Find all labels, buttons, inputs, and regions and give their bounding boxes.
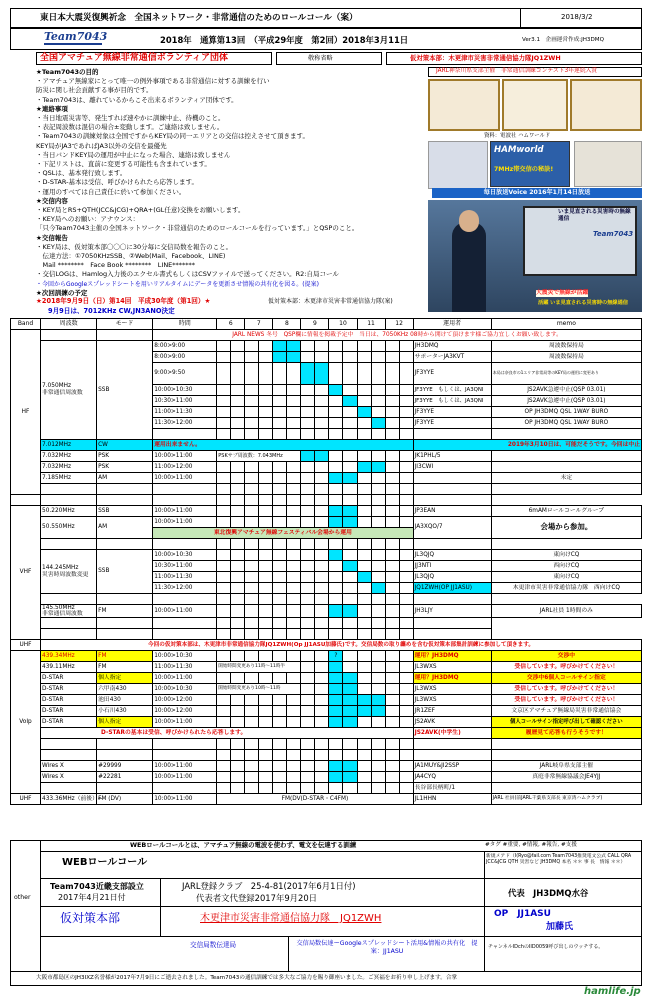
intro-line: KEY局がJA3であればJA3以外の交信を最優先 <box>36 141 167 150</box>
freq-cell <box>41 550 97 594</box>
op-cell: JL3WXS <box>413 684 491 695</box>
op-cell: JA4CYQ <box>413 772 491 783</box>
time-cell: 10:30>11:00 <box>153 561 217 572</box>
memo-cell: JS2AVK急遽中止(QSP 03.01) <box>491 385 641 396</box>
web-right: 新規メアド（I(Ryo@fail.com Team7043推奨電文公式 CALL QRA JCC&JCG QTH 災害など JH3DMQ 本名 ＊＊ 事 長 情報 ＊＊） <box>486 854 632 865</box>
time-cell: 10:00>11:00 <box>153 673 217 684</box>
op-cell: JS2AVK <box>413 717 491 728</box>
time-cell: 11:30>12:00 <box>153 418 217 429</box>
time-cell: 10:00>11:00 <box>153 506 217 517</box>
freq-cell: 7.185MHz <box>41 473 97 484</box>
table-row <box>11 673 642 684</box>
mode-cell: FM <box>97 605 153 618</box>
memo-cell: 受信しています。呼びかけてください！ <box>491 684 641 695</box>
mode-cell: PSK <box>97 462 153 473</box>
intro-line: ・KEY局へのお願い：アナウンス： <box>36 215 140 224</box>
mode-cell: AM <box>97 473 153 484</box>
web-note: WEBロールコールとは、アマチュア無線の電波を使わず、電文を伝達する訓練 <box>130 841 357 849</box>
op-cell: JF3YYE もしくは、JA3QNI <box>413 396 491 407</box>
freq-cell: D-STAR <box>41 717 97 728</box>
jarl-news: JARL NEWS 冬号 QSP欄に情報を掲載予定中 当日は、7050KHz 08時から開けて頂けます様ご協力宜しくお願い致します。 <box>153 330 642 341</box>
header-title: 東日本大震災復興祈念 全国ネットワーク・非常通信のためのロールコール（案） <box>40 13 358 23</box>
representative: 代表 JH3DMQ水谷 <box>508 888 589 898</box>
time-cell: 10:00>10:30 <box>153 550 217 561</box>
next-right: 仮対策本部：木更津市災害非常通信協力隊(案) <box>268 298 393 305</box>
magazine-sub: 7MHz帯交信の秘訣! <box>494 166 554 174</box>
op-cell: JF3YYE <box>413 363 491 385</box>
cw-memo: 2019年3月10日は、可能だそうです。今回は中止 <box>413 440 641 451</box>
table-row <box>11 484 642 495</box>
tv-logo: Team7043 <box>593 230 634 238</box>
freq-desc: 非常通信周波数 <box>42 611 83 617</box>
certificate-image <box>502 79 568 131</box>
freq-cell: 439.34MHz <box>41 651 97 662</box>
table-row <box>11 517 642 528</box>
intro-line: ・Team7043の訓練対象は全国ですからKEY局の同一エリアとの交信は控えさせて頂きます。 <box>36 132 310 141</box>
op-cell: サポーターJA3KVT <box>413 352 491 363</box>
col-hour: 6 <box>217 319 245 330</box>
table-row <box>11 605 642 618</box>
cw-note: 運用出来ません。 <box>153 440 413 451</box>
table-row <box>11 629 642 640</box>
time-cell: 8:00>9:00 <box>153 352 217 363</box>
op-cell: JH3DMQ <box>413 341 491 352</box>
intro-line: 伝達方法：①7050KHzSSB、②Web(Mail、Facebook、LINE) <box>36 252 226 261</box>
tv-bottom2: 活躍 いま見直される災害時の無線通信 <box>538 300 628 306</box>
freq-value: 145.50MHz <box>42 605 75 611</box>
intro-line: ・Team7043は、離れているからこそ出来るボランティア団体です。 <box>36 95 238 104</box>
voice-label-text: 毎日放送Voice 2016年1月14日放送 <box>483 189 591 196</box>
op-cell: JH3LJY <box>413 605 491 618</box>
org-name: 全国アマチュア無線非常通信ボランティア団体 <box>40 53 229 63</box>
memo-cell: OP JH3DMQ QSL 1WAY BURO <box>491 407 641 418</box>
memo-cell: OP JH3DMQ QSL 1WAY BURO <box>491 418 641 429</box>
memo-cell: 東向けCQ <box>491 550 641 561</box>
band-hf: HF <box>11 330 41 495</box>
time-cell: 11:00>11:30 <box>153 407 217 418</box>
memo-cell: JARL 社員(前JARL千葉県支部長 東京湾ハムクラブ) <box>491 794 641 805</box>
freq-desc: 災害時周波数変更 <box>42 571 89 578</box>
freq-desc: 非常通信周波数 <box>42 390 83 396</box>
table-row <box>11 684 642 695</box>
freq-value: 144.245MHz <box>42 564 79 571</box>
psk-note: PSKサブ周波数：7.043MHz <box>217 451 301 462</box>
col-hour: 10 <box>329 319 357 330</box>
freq-value: 7.050MHz <box>42 383 72 390</box>
table-row <box>11 330 642 341</box>
op-cell: JF3YYE <box>413 418 491 429</box>
freq-cell <box>41 605 97 618</box>
intro-line: ・交信LOGは、Hamlog入力後のエクセル書式もしくはCSVファイルで送ってください。R2:自局コール <box>36 270 339 279</box>
mode-cell: SSB <box>97 550 153 594</box>
table-row <box>11 750 642 761</box>
memo-cell: 木更津市災害非常通信協力隊 西向けCQ <box>491 583 641 594</box>
intro-line: ★交信報告 <box>36 233 68 242</box>
op-cell: JQ1ZWH(OP JJ1ASU) <box>413 583 491 594</box>
table-row <box>11 794 642 805</box>
hq-title: 仮対策本部 <box>60 911 121 925</box>
time-cell: 10:00>10:30 <box>153 385 217 396</box>
op-cell: JK1PHL/5 <box>413 451 491 462</box>
intro-line: 防災に関し社会貢献する事が目的です。 <box>36 86 153 95</box>
freq-cell: 50.550MHz <box>41 517 97 539</box>
intro-line: ・運用のすべては自己責任に於いて参加ください。 <box>36 187 186 196</box>
memo-cell: 受信しています。呼びかけてください！ <box>491 695 641 706</box>
tv-presenter-head <box>459 210 479 232</box>
freq-cell: 50.220MHz <box>41 506 97 517</box>
op-cell: JF3YYE <box>413 407 491 418</box>
op-cell: JL3QJQ <box>413 572 491 583</box>
time-cell: 9:00>9:50 <box>153 363 217 385</box>
team-logo-text: Team7043 <box>44 30 108 43</box>
web-tags: #タグ #重要, #情報, #報告, #支援 <box>485 842 577 848</box>
memo-cell: 履歴見て応答も行うそうです！ <box>491 728 641 739</box>
freq-cell: 7.032MHz <box>41 451 97 462</box>
magazine-cover <box>490 141 570 187</box>
table-row <box>11 451 642 462</box>
other-label: other <box>14 894 31 901</box>
time-cell: 10:00>11:00 <box>153 772 217 783</box>
intro-line: ・当日バンドKEY局の運用が中止になった場合、連絡は致しません <box>36 150 231 159</box>
tv-presenter <box>452 222 486 312</box>
time-note: 開始時間変更あり10時〜11時 <box>217 684 301 695</box>
time-cell: 10:00>11:00 <box>153 473 217 484</box>
mode-cell: 小石川430 <box>97 706 153 717</box>
col-hour: 8 <box>273 319 301 330</box>
relay-label: 交信局数伝達局 <box>190 941 237 949</box>
col-freq: 周波数 <box>41 319 97 330</box>
band-uhf: UHF <box>11 640 41 651</box>
hq-label: 仮対策本部：木更津市災害非常通信協力隊JQ1ZWH <box>410 54 561 62</box>
memo-note: 本局は奈良市の1エリア非常局等のKEY局の運用に変更あり <box>491 363 641 385</box>
voice-label <box>432 188 642 198</box>
relay-note: 交信局数伝達ーGoogleスプレッドシート活用&情報の共有化 提案：JJ1ASU <box>296 940 478 955</box>
col-hour: 7 <box>245 319 273 330</box>
col-op: 運用者 <box>413 319 491 330</box>
table-row <box>11 539 642 550</box>
table-row <box>11 706 642 717</box>
memo-cell: 6mAMロールコールグループ <box>491 506 641 517</box>
memo-cell: 東向けCQ <box>491 572 641 583</box>
tv-caption: いま見直される災害時の無線通信 <box>558 209 631 222</box>
memo-cell: 交渉中6個人コールサイン指定 <box>491 673 641 684</box>
col-memo: memo <box>491 319 641 330</box>
jarl-club: JARL登録クラブ 25-4-81(2017年6月1日付) <box>182 881 356 891</box>
intro-line: ・KEY局は、仮対策本部〇〇〇に30分毎に交信局数を報告のこと。 <box>36 242 233 251</box>
watermark: hamlife.jp <box>584 986 641 997</box>
logo-underline <box>44 43 102 45</box>
time-cell: 10:00>10:30 <box>153 651 217 662</box>
intro-line: Mail ******** Face Book ******** LINE******* <box>36 261 196 270</box>
col-hour: 9 <box>301 319 329 330</box>
op-cell: JL3WXS <box>413 662 491 673</box>
table-row <box>11 695 642 706</box>
freq-cell: 7.032MHz <box>41 462 97 473</box>
band-voip: VoIp <box>11 651 41 794</box>
freq-cell <box>41 341 97 440</box>
time-cell: 10:00>11:00 <box>153 605 217 618</box>
next-freq: 9月9日は、7012KHz CW,JN3ANO決定 <box>48 307 175 315</box>
magazine-page <box>428 141 488 189</box>
magazine-title: HAMworld <box>494 145 544 155</box>
table-row <box>11 739 642 750</box>
mode-cell: #22281 <box>97 772 153 783</box>
mode-cell: 池田430 <box>97 695 153 706</box>
time-cell: 8:00>9:00 <box>153 341 217 352</box>
time-cell: 10:00>10:30 <box>153 684 217 695</box>
op-cell: JS2AVK(中学生) <box>413 728 491 739</box>
time-cell: 11:00>11:30 <box>153 662 217 673</box>
memo-cell: 未定 <box>491 473 641 484</box>
hq-name: 木更津市災害非常通信協力隊 JQ1ZWH <box>200 913 382 924</box>
time-cell: 10:00>11:00 <box>153 517 217 528</box>
memo-cell: 真庭非常無線協議会JE4YJJ <box>491 772 641 783</box>
table-row <box>11 662 642 673</box>
intro-line: ・当日地震災害等、発生すれば速やかに訓練中止、待機のこと。 <box>36 114 225 123</box>
header-date: 2018/3/2 <box>561 13 593 21</box>
mode-cell: 個人指定 <box>97 673 153 684</box>
col-time: 時間 <box>153 319 217 330</box>
band-uhf2: UHF <box>11 794 41 805</box>
freq-cell: D-STAR <box>41 673 97 684</box>
cert-title: JARL神奈川県支部主催 非常通信訓練コンテスト3年連続入賞 <box>436 68 598 74</box>
intro-line: ・表記周波数は混信の場合±変動します。ご連絡は致しません。 <box>36 123 224 132</box>
memo-cell: JARL岐阜県支部主催 <box>491 761 641 772</box>
op-name: 加藤氏 <box>546 922 574 932</box>
op-cell: JA3XQO/7 <box>413 517 491 539</box>
op-cell: JL3WXS <box>413 695 491 706</box>
freq-cell: Wires X <box>41 772 97 783</box>
schedule-table <box>10 318 642 805</box>
mode-cell: 個人指定 <box>97 717 153 728</box>
intro-line: ★連絡事項 <box>36 104 68 113</box>
source-note: 資料：電波社 ハムワールド <box>484 133 551 139</box>
col-band: Band <box>11 319 41 330</box>
op-cell: JJ3NTI <box>413 561 491 572</box>
time-cell: 11:00>11:30 <box>153 572 217 583</box>
op-cell: 運用？JH3DMQ <box>413 651 491 662</box>
memo-cell: 文京区アマチュア無線局災害非常通信協会 <box>491 706 641 717</box>
intro-line: ・KEY局とRS+QTH(JCC&JCG)+QRA+(GL任意)交換をお願いします。 <box>36 206 245 215</box>
rep-doc: 代表者文代登録2017年9月20日 <box>196 893 318 903</box>
band-vhf: VHF <box>11 506 41 640</box>
table-row <box>11 728 642 739</box>
intro-line: ・下記リストは、直前に変更する可能性も含まれています。 <box>36 160 211 169</box>
table-row <box>11 506 642 517</box>
dv-note: FM(DV(D-STAR・C4FM) <box>217 794 413 805</box>
time-cell: 10:00>12:00 <box>153 695 217 706</box>
time-cell: 11:30>12:00 <box>153 583 217 594</box>
op-cell: 運用？JH3DMQ <box>413 673 491 684</box>
time-cell: 11:00>12:00 <box>153 462 217 473</box>
time-cell: 10:00>11:00 <box>153 794 217 805</box>
table-row <box>11 495 642 506</box>
mode-cell: PSK <box>97 451 153 462</box>
memo-cell: JS2AVK急遽中止(QSP 03.01) <box>491 396 641 407</box>
intro-line: ★次回訓練の予定 <box>36 288 88 297</box>
honorific: 敬称省略 <box>308 55 333 62</box>
op-cell: JP3EAN <box>413 506 491 517</box>
time-cell: 10:00>12:00 <box>153 706 217 717</box>
intro-text <box>36 68 426 298</box>
freq-cell: 433.36MHz（前後）← <box>41 794 97 805</box>
time-cell: 10:00>11:00 <box>153 761 217 772</box>
op-cell: JF3YYE もしくは、JA3QNI <box>413 385 491 396</box>
memo-cell: 周波数保持局 <box>491 352 641 363</box>
table-row <box>11 651 642 662</box>
memo-cell: 周波数保持局 <box>491 341 641 352</box>
table-row <box>11 440 642 451</box>
fest-note: 東北復興アマチュア無線フェスティバル会場から運用 <box>153 528 413 539</box>
op-cell: JA1MUY&JI2SSP <box>413 761 491 772</box>
freq-cell: 7.012MHz <box>41 440 97 451</box>
time-cell: 10:30>11:00 <box>153 396 217 407</box>
memo-cell: JARL社員 1時間のみ <box>491 605 641 618</box>
tv-screenshot <box>428 200 642 312</box>
op-cell: JL1HHN <box>413 794 491 805</box>
freq-cell: Wires X <box>41 761 97 772</box>
col-hour: 12 <box>385 319 413 330</box>
team-logo <box>44 30 107 43</box>
table-row <box>11 594 642 605</box>
memo-cell: 会場から参加。 <box>491 517 641 539</box>
header-version: Ver3.1 企画運営作成:JH3DMQ <box>522 37 605 43</box>
mode-cell: CW <box>97 440 153 451</box>
table-row <box>11 717 642 728</box>
question-mark: ? <box>329 651 343 662</box>
freq-cell: D-STAR <box>41 706 97 717</box>
memo-cell: 受信しています。呼びかけてください！ <box>491 662 641 673</box>
dstar-note: D-STARの基本は受信、呼びかけられたら応答します。 <box>41 728 414 739</box>
memo-cell: 個人コールサイン指定呼び出して確認ください <box>491 717 641 728</box>
time-cell: 10:00>11:00 <box>153 717 217 728</box>
certificate-image <box>570 79 642 131</box>
mode-cell: FM <box>97 651 153 662</box>
next-line: ★2018年9月9日（日）第14回 平成30年度（第1回）★ <box>36 297 211 305</box>
col-hour: 11 <box>357 319 385 330</box>
op-cell: JR1ZEF <box>413 706 491 717</box>
intro-line: ・D-STAR-基本は受信、呼びかけられたら応答します。 <box>36 178 198 187</box>
bottom-note: 大阪市都島区のJH3IXZ名誉様が2017年7月9日にご逝去されました。Team7043の通信訓練では多大なご協力を賜り御座いました。ご冥福をお祈り申し上げます。合掌 <box>36 975 458 981</box>
table-row <box>11 473 642 484</box>
op-cell: 長谷部長柄町/1 <box>413 783 491 794</box>
web-title: WEBロールコール <box>62 857 148 868</box>
op-cell: JI3CWI <box>413 462 491 473</box>
table-row <box>11 761 642 772</box>
table-row <box>11 772 642 783</box>
intro-line: ・QSLは、基本発行致します。 <box>36 169 127 178</box>
mode-cell: SSB <box>97 341 153 440</box>
channel-note: チャンネルIDchのIID0059呼び出しのウッチする。 <box>488 944 604 950</box>
tv-bottom: 大震災で無線が活躍 <box>536 290 589 296</box>
kinki: Team7043近畿支部設立 <box>50 882 144 891</box>
op-cell: JL3QJQ <box>413 550 491 561</box>
mode-cell: FM <box>97 662 153 673</box>
col-mode: モード <box>97 319 153 330</box>
time-note: 開始時間変更あり11時〜11時半 <box>217 662 301 673</box>
table-row <box>11 618 642 629</box>
freq-cell: 439.11MHz <box>41 662 97 673</box>
certificate-image <box>428 79 500 131</box>
mode-cell: SSB <box>97 506 153 517</box>
table-row <box>11 640 642 651</box>
freq-cell: D-STAR <box>41 684 97 695</box>
intro-line: ・アマチュア無線家にとって唯一の例外事項である非常通信に対する訓練を行い <box>36 77 270 86</box>
time-cell: 10:00>11:00 <box>153 451 217 462</box>
kinki-date: 2017年4月21日付 <box>58 893 126 902</box>
mode-cell: AM <box>97 517 153 539</box>
magazine-page <box>574 141 642 187</box>
intro-line: ・今回からGoogleスプレッドシートを用いリアルタイムにデータを更新させ情報の共有化を図る。(提案) <box>36 280 319 288</box>
mode-cell: FM (DV) <box>97 794 153 805</box>
freq-cell: D-STAR <box>41 695 97 706</box>
intro-line: ★交信内容 <box>36 196 68 205</box>
table-row <box>11 550 642 561</box>
mode-cell: 六甲南430 <box>97 684 153 695</box>
table-row <box>11 341 642 352</box>
op-call: OP JJ1ASU <box>494 909 551 919</box>
intro-line: 「只今Team7043主催の全国ネットワーク・非常通信のためのロールコールを行っています。」とQSPのこと。 <box>36 224 359 233</box>
table-row <box>11 462 642 473</box>
mode-cell: #29999 <box>97 761 153 772</box>
intro-line: ★Team7043の目的 <box>36 68 99 76</box>
memo-cell: 西向けCQ <box>491 561 641 572</box>
header-subtitle: 2018年 通算第13回 （平成29年度 第2回）2018年3月11日 <box>160 35 409 45</box>
memo-cell: 交渉中 <box>491 651 641 662</box>
table-row <box>11 783 642 794</box>
uhf-notice: 今回の仮対策本部は、木更津市非常通信協力隊JQ1ZWH(Op JJ1ASU加藤氏)です。交信局数の取り纏めを含む仮対策本部集計訓練に参加して頂きます。 <box>41 640 642 651</box>
